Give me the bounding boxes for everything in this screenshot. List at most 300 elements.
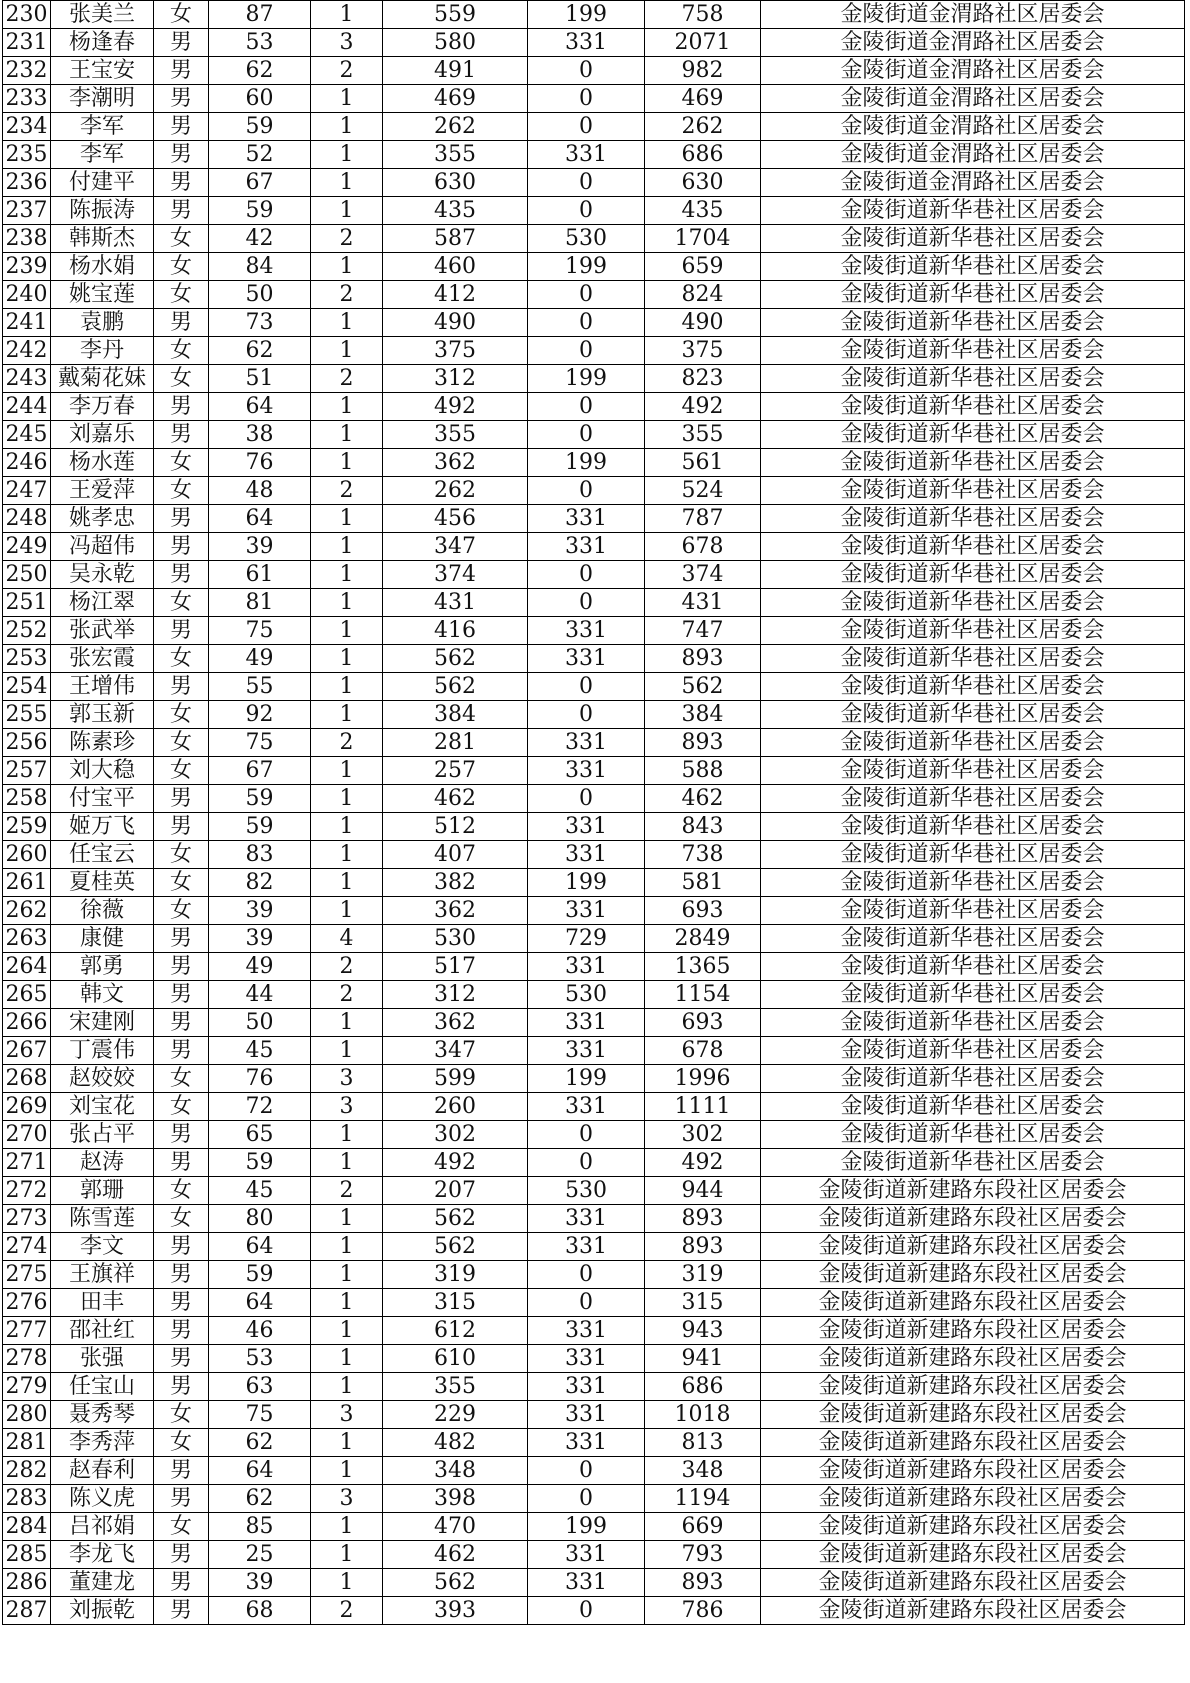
gender-cell: 男: [154, 141, 209, 169]
count-cell: 1: [311, 1541, 383, 1569]
gender-cell: 女: [154, 589, 209, 617]
age-cell: 67: [209, 169, 311, 197]
gender-cell: 女: [154, 645, 209, 673]
row-number: 252: [3, 617, 51, 645]
community-cell: 金陵街道金渭路社区居委会: [761, 141, 1185, 169]
subsidy-cell: 0: [528, 785, 645, 813]
total-cell: 686: [645, 141, 761, 169]
age-cell: 59: [209, 1149, 311, 1177]
subsidy-cell: 199: [528, 365, 645, 393]
total-cell: 1018: [645, 1401, 761, 1429]
name-cell: 李丹: [51, 337, 154, 365]
name-cell: 徐薇: [51, 897, 154, 925]
name-cell: 李军: [51, 113, 154, 141]
table-row: [3, 1009, 1185, 1037]
total-cell: 1154: [645, 981, 761, 1009]
name-cell: 张强: [51, 1345, 154, 1373]
count-cell: 3: [311, 1093, 383, 1121]
name-cell: 姬万飞: [51, 813, 154, 841]
total-cell: 893: [645, 1205, 761, 1233]
amount-cell: 207: [383, 1177, 528, 1205]
total-cell: 562: [645, 673, 761, 701]
subsidy-cell: 199: [528, 253, 645, 281]
gender-cell: 女: [154, 365, 209, 393]
total-cell: 262: [645, 113, 761, 141]
age-cell: 82: [209, 869, 311, 897]
count-cell: 1: [311, 197, 383, 225]
community-cell: 金陵街道新华巷社区居委会: [761, 253, 1185, 281]
row-number: 273: [3, 1205, 51, 1233]
age-cell: 42: [209, 225, 311, 253]
gender-cell: 男: [154, 29, 209, 57]
community-cell: 金陵街道新华巷社区居委会: [761, 1093, 1185, 1121]
amount-cell: 491: [383, 57, 528, 85]
table-row: [3, 533, 1185, 561]
subsidy-cell: 0: [528, 1485, 645, 1513]
subsidy-cell: 331: [528, 1233, 645, 1261]
total-cell: 787: [645, 505, 761, 533]
total-cell: 659: [645, 253, 761, 281]
gender-cell: 女: [154, 449, 209, 477]
gender-cell: 男: [154, 813, 209, 841]
amount-cell: 315: [383, 1289, 528, 1317]
subsidy-cell: 0: [528, 1597, 645, 1625]
age-cell: 60: [209, 85, 311, 113]
total-cell: 678: [645, 1037, 761, 1065]
table-row: [3, 1401, 1185, 1429]
name-cell: 郭勇: [51, 953, 154, 981]
gender-cell: 女: [154, 253, 209, 281]
community-cell: 金陵街道新华巷社区居委会: [761, 1149, 1185, 1177]
table-row: [3, 1289, 1185, 1317]
row-number: 242: [3, 337, 51, 365]
name-cell: 李秀萍: [51, 1429, 154, 1457]
community-cell: 金陵街道新华巷社区居委会: [761, 785, 1185, 813]
name-cell: 王旗祥: [51, 1261, 154, 1289]
total-cell: 348: [645, 1457, 761, 1485]
table-row: [3, 953, 1185, 981]
age-cell: 49: [209, 953, 311, 981]
count-cell: 1: [311, 561, 383, 589]
name-cell: 刘宝花: [51, 1093, 154, 1121]
count-cell: 1: [311, 1261, 383, 1289]
total-cell: 581: [645, 869, 761, 897]
subsidy-cell: 0: [528, 1149, 645, 1177]
name-cell: 杨逢春: [51, 29, 154, 57]
gender-cell: 男: [154, 1569, 209, 1597]
age-cell: 53: [209, 1345, 311, 1373]
gender-cell: 女: [154, 701, 209, 729]
table-row: [3, 1541, 1185, 1569]
name-cell: 李军: [51, 141, 154, 169]
count-cell: 1: [311, 813, 383, 841]
community-cell: 金陵街道新建路东段社区居委会: [761, 1345, 1185, 1373]
table-row: [3, 1513, 1185, 1541]
table-row: [3, 57, 1185, 85]
name-cell: 姚孝忠: [51, 505, 154, 533]
amount-cell: 610: [383, 1345, 528, 1373]
name-cell: 李龙飞: [51, 1541, 154, 1569]
gender-cell: 男: [154, 1149, 209, 1177]
name-cell: 戴菊花妹: [51, 365, 154, 393]
amount-cell: 347: [383, 1037, 528, 1065]
table-row: [3, 421, 1185, 449]
subsidy-cell: 331: [528, 141, 645, 169]
count-cell: 1: [311, 533, 383, 561]
age-cell: 39: [209, 1569, 311, 1597]
subsidy-cell: 331: [528, 533, 645, 561]
subsidy-cell: 331: [528, 1373, 645, 1401]
row-number: 246: [3, 449, 51, 477]
amount-cell: 562: [383, 645, 528, 673]
community-cell: 金陵街道新建路东段社区居委会: [761, 1597, 1185, 1625]
subsidy-cell: 199: [528, 1513, 645, 1541]
gender-cell: 女: [154, 337, 209, 365]
community-cell: 金陵街道新华巷社区居委会: [761, 337, 1185, 365]
row-number: 276: [3, 1289, 51, 1317]
subsidy-cell: 0: [528, 477, 645, 505]
gender-cell: 男: [154, 505, 209, 533]
amount-cell: 229: [383, 1401, 528, 1429]
age-cell: 62: [209, 57, 311, 85]
count-cell: 1: [311, 1121, 383, 1149]
row-number: 261: [3, 869, 51, 897]
count-cell: 3: [311, 1485, 383, 1513]
row-number: 248: [3, 505, 51, 533]
table-row: [3, 1149, 1185, 1177]
subsidy-cell: 331: [528, 841, 645, 869]
amount-cell: 347: [383, 533, 528, 561]
gender-cell: 男: [154, 953, 209, 981]
community-cell: 金陵街道新建路东段社区居委会: [761, 1429, 1185, 1457]
amount-cell: 355: [383, 141, 528, 169]
amount-cell: 562: [383, 673, 528, 701]
age-cell: 59: [209, 197, 311, 225]
name-cell: 赵春利: [51, 1457, 154, 1485]
name-cell: 陈义虎: [51, 1485, 154, 1513]
row-number: 260: [3, 841, 51, 869]
age-cell: 76: [209, 449, 311, 477]
row-number: 236: [3, 169, 51, 197]
table-row: [3, 757, 1185, 785]
age-cell: 59: [209, 1261, 311, 1289]
subsidy-cell: 530: [528, 1177, 645, 1205]
name-cell: 郭玉新: [51, 701, 154, 729]
name-cell: 任宝云: [51, 841, 154, 869]
subsidy-cell: 0: [528, 281, 645, 309]
name-cell: 陈雪莲: [51, 1205, 154, 1233]
row-number: 247: [3, 477, 51, 505]
age-cell: 62: [209, 1429, 311, 1457]
table-row: [3, 645, 1185, 673]
age-cell: 67: [209, 757, 311, 785]
subsidy-cell: 0: [528, 309, 645, 337]
community-cell: 金陵街道新华巷社区居委会: [761, 981, 1185, 1009]
community-cell: 金陵街道新华巷社区居委会: [761, 729, 1185, 757]
count-cell: 1: [311, 785, 383, 813]
row-number: 264: [3, 953, 51, 981]
gender-cell: 女: [154, 1177, 209, 1205]
community-cell: 金陵街道新华巷社区居委会: [761, 757, 1185, 785]
total-cell: 375: [645, 337, 761, 365]
total-cell: 319: [645, 1261, 761, 1289]
age-cell: 84: [209, 253, 311, 281]
community-cell: 金陵街道新建路东段社区居委会: [761, 1457, 1185, 1485]
name-cell: 李万春: [51, 393, 154, 421]
total-cell: 2849: [645, 925, 761, 953]
subsidy-cell: 331: [528, 1317, 645, 1345]
gender-cell: 男: [154, 1289, 209, 1317]
community-cell: 金陵街道新华巷社区居委会: [761, 533, 1185, 561]
community-cell: 金陵街道新建路东段社区居委会: [761, 1373, 1185, 1401]
age-cell: 64: [209, 1457, 311, 1485]
age-cell: 25: [209, 1541, 311, 1569]
row-number: 249: [3, 533, 51, 561]
amount-cell: 530: [383, 925, 528, 953]
subsidy-cell: 0: [528, 1457, 645, 1485]
count-cell: 2: [311, 1597, 383, 1625]
community-cell: 金陵街道新华巷社区居委会: [761, 449, 1185, 477]
gender-cell: 男: [154, 1597, 209, 1625]
total-cell: 747: [645, 617, 761, 645]
count-cell: 1: [311, 841, 383, 869]
row-number: 259: [3, 813, 51, 841]
total-cell: 315: [645, 1289, 761, 1317]
gender-cell: 男: [154, 1009, 209, 1037]
count-cell: 1: [311, 85, 383, 113]
count-cell: 2: [311, 57, 383, 85]
subsidy-cell: 331: [528, 729, 645, 757]
total-cell: 302: [645, 1121, 761, 1149]
row-number: 232: [3, 57, 51, 85]
name-cell: 刘嘉乐: [51, 421, 154, 449]
total-cell: 355: [645, 421, 761, 449]
total-cell: 669: [645, 1513, 761, 1541]
row-number: 238: [3, 225, 51, 253]
amount-cell: 348: [383, 1457, 528, 1485]
table-row: [3, 225, 1185, 253]
name-cell: 姚宝莲: [51, 281, 154, 309]
count-cell: 3: [311, 1401, 383, 1429]
age-cell: 44: [209, 981, 311, 1009]
table-row: [3, 1457, 1185, 1485]
subsidy-cell: 0: [528, 701, 645, 729]
community-cell: 金陵街道新华巷社区居委会: [761, 617, 1185, 645]
community-cell: 金陵街道新华巷社区居委会: [761, 589, 1185, 617]
subsidy-cell: 199: [528, 449, 645, 477]
subsidy-cell: 331: [528, 1093, 645, 1121]
name-cell: 刘大稳: [51, 757, 154, 785]
name-cell: 杨水娟: [51, 253, 154, 281]
gender-cell: 男: [154, 925, 209, 953]
total-cell: 588: [645, 757, 761, 785]
table-row: [3, 505, 1185, 533]
amount-cell: 612: [383, 1317, 528, 1345]
count-cell: 1: [311, 113, 383, 141]
table-row: [3, 1345, 1185, 1373]
row-number: 255: [3, 701, 51, 729]
count-cell: 1: [311, 393, 383, 421]
subsidy-cell: 331: [528, 1205, 645, 1233]
subsidy-cell: 331: [528, 1345, 645, 1373]
amount-cell: 470: [383, 1513, 528, 1541]
community-cell: 金陵街道新华巷社区居委会: [761, 561, 1185, 589]
table-row: [3, 897, 1185, 925]
community-cell: 金陵街道金渭路社区居委会: [761, 113, 1185, 141]
count-cell: 1: [311, 169, 383, 197]
community-cell: 金陵街道新华巷社区居委会: [761, 925, 1185, 953]
subsidy-cell: 331: [528, 813, 645, 841]
name-cell: 杨江翠: [51, 589, 154, 617]
community-cell: 金陵街道金渭路社区居委会: [761, 57, 1185, 85]
gender-cell: 女: [154, 1, 209, 29]
table-row: [3, 673, 1185, 701]
community-cell: 金陵街道新建路东段社区居委会: [761, 1205, 1185, 1233]
count-cell: 1: [311, 1009, 383, 1037]
age-cell: 59: [209, 813, 311, 841]
subsidy-cell: 0: [528, 421, 645, 449]
total-cell: 678: [645, 533, 761, 561]
total-cell: 1704: [645, 225, 761, 253]
table-row: [3, 1093, 1185, 1121]
total-cell: 492: [645, 393, 761, 421]
amount-cell: 469: [383, 85, 528, 113]
total-cell: 941: [645, 1345, 761, 1373]
subsidy-cell: 530: [528, 225, 645, 253]
table-row: [3, 477, 1185, 505]
amount-cell: 599: [383, 1065, 528, 1093]
age-cell: 39: [209, 533, 311, 561]
amount-cell: 312: [383, 981, 528, 1009]
row-number: 245: [3, 421, 51, 449]
gender-cell: 男: [154, 169, 209, 197]
row-number: 258: [3, 785, 51, 813]
total-cell: 758: [645, 1, 761, 29]
gender-cell: 男: [154, 1233, 209, 1261]
count-cell: 1: [311, 701, 383, 729]
row-number: 234: [3, 113, 51, 141]
row-number: 250: [3, 561, 51, 589]
total-cell: 893: [645, 645, 761, 673]
community-cell: 金陵街道新华巷社区居委会: [761, 225, 1185, 253]
community-cell: 金陵街道新建路东段社区居委会: [761, 1317, 1185, 1345]
age-cell: 85: [209, 1513, 311, 1541]
amount-cell: 257: [383, 757, 528, 785]
count-cell: 3: [311, 29, 383, 57]
table-row: [3, 1177, 1185, 1205]
gender-cell: 男: [154, 981, 209, 1009]
gender-cell: 女: [154, 757, 209, 785]
gender-cell: 女: [154, 841, 209, 869]
amount-cell: 482: [383, 1429, 528, 1457]
gender-cell: 男: [154, 1317, 209, 1345]
table-row: [3, 1121, 1185, 1149]
name-cell: 李潮明: [51, 85, 154, 113]
row-number: 230: [3, 1, 51, 29]
total-cell: 490: [645, 309, 761, 337]
gender-cell: 男: [154, 1485, 209, 1513]
count-cell: 1: [311, 589, 383, 617]
community-cell: 金陵街道新华巷社区居委会: [761, 309, 1185, 337]
name-cell: 王宝安: [51, 57, 154, 85]
subsidy-cell: 199: [528, 869, 645, 897]
amount-cell: 262: [383, 113, 528, 141]
community-cell: 金陵街道新华巷社区居委会: [761, 505, 1185, 533]
name-cell: 付建平: [51, 169, 154, 197]
total-cell: 524: [645, 477, 761, 505]
community-cell: 金陵街道新华巷社区居委会: [761, 393, 1185, 421]
total-cell: 492: [645, 1149, 761, 1177]
name-cell: 聂秀琴: [51, 1401, 154, 1429]
subsidy-cell: 331: [528, 953, 645, 981]
count-cell: 1: [311, 1149, 383, 1177]
table-row: [3, 141, 1185, 169]
count-cell: 1: [311, 1429, 383, 1457]
age-cell: 83: [209, 841, 311, 869]
age-cell: 45: [209, 1177, 311, 1205]
row-number: 240: [3, 281, 51, 309]
name-cell: 丁震伟: [51, 1037, 154, 1065]
subsidy-cell: 0: [528, 1289, 645, 1317]
gender-cell: 女: [154, 225, 209, 253]
amount-cell: 562: [383, 1569, 528, 1597]
table-row: [3, 785, 1185, 813]
community-cell: 金陵街道新华巷社区居委会: [761, 1009, 1185, 1037]
count-cell: 1: [311, 421, 383, 449]
amount-cell: 412: [383, 281, 528, 309]
table-row: [3, 1597, 1185, 1625]
name-cell: 袁鹏: [51, 309, 154, 337]
age-cell: 72: [209, 1093, 311, 1121]
document-page: [2, 0, 1185, 1625]
table-row: [3, 869, 1185, 897]
subsidy-cell: 729: [528, 925, 645, 953]
table-row: [3, 1205, 1185, 1233]
row-number: 269: [3, 1093, 51, 1121]
age-cell: 64: [209, 1233, 311, 1261]
community-cell: 金陵街道新华巷社区居委会: [761, 281, 1185, 309]
amount-cell: 384: [383, 701, 528, 729]
community-cell: 金陵街道新华巷社区居委会: [761, 421, 1185, 449]
community-cell: 金陵街道新建路东段社区居委会: [761, 1569, 1185, 1597]
subsidy-cell: 331: [528, 897, 645, 925]
gender-cell: 女: [154, 1401, 209, 1429]
community-cell: 金陵街道新华巷社区居委会: [761, 365, 1185, 393]
table-row: [3, 729, 1185, 757]
row-number: 254: [3, 673, 51, 701]
count-cell: 2: [311, 981, 383, 1009]
name-cell: 张占平: [51, 1121, 154, 1149]
age-cell: 52: [209, 141, 311, 169]
amount-cell: 630: [383, 169, 528, 197]
name-cell: 张美兰: [51, 1, 154, 29]
count-cell: 2: [311, 729, 383, 757]
name-cell: 杨水莲: [51, 449, 154, 477]
subsidy-cell: 0: [528, 197, 645, 225]
table-row: [3, 617, 1185, 645]
row-number: 284: [3, 1513, 51, 1541]
gender-cell: 男: [154, 393, 209, 421]
age-cell: 38: [209, 421, 311, 449]
age-cell: 45: [209, 1037, 311, 1065]
count-cell: 2: [311, 953, 383, 981]
name-cell: 韩斯杰: [51, 225, 154, 253]
total-cell: 786: [645, 1597, 761, 1625]
subsidy-cell: 0: [528, 1121, 645, 1149]
gender-cell: 男: [154, 1121, 209, 1149]
community-cell: 金陵街道新华巷社区居委会: [761, 813, 1185, 841]
table-row: [3, 85, 1185, 113]
